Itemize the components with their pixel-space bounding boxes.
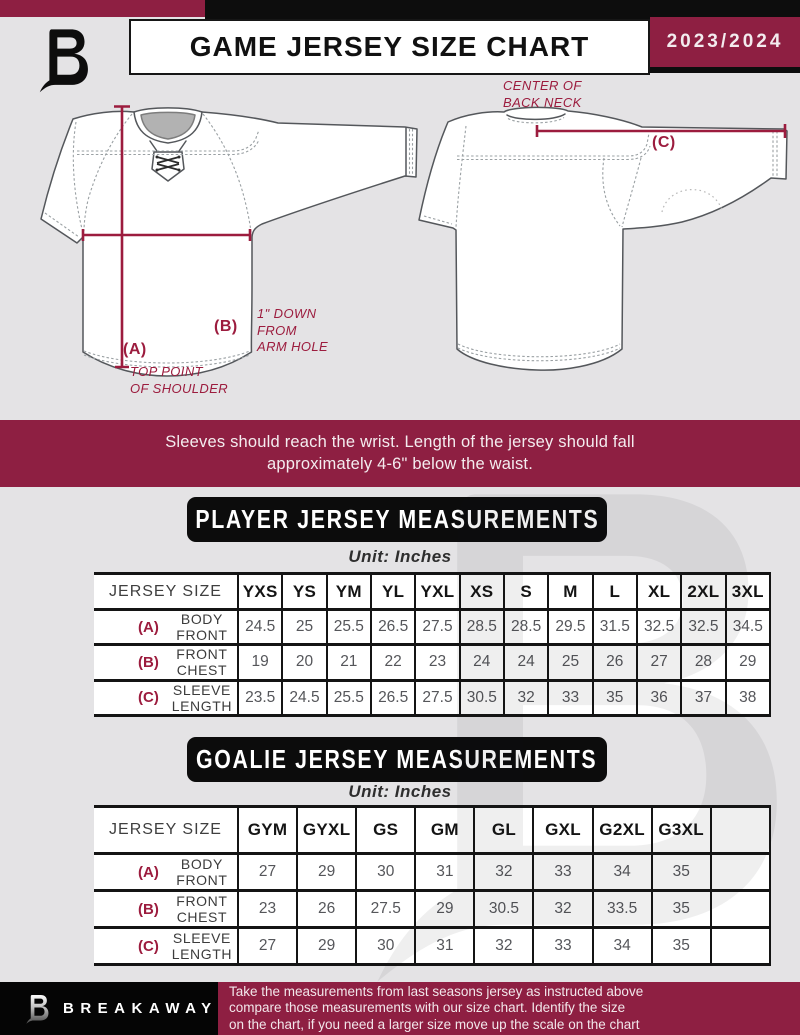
footer-line-1: Take the measurements from last seasons jersey as instructed above [229, 983, 644, 999]
size-table [94, 805, 771, 966]
cell-value: 31 [415, 928, 474, 965]
player-section-title: PLAYER JERSEY MEASUREMENTS [195, 504, 600, 534]
row-label [94, 854, 238, 891]
cell-value: 34 [593, 854, 652, 891]
column-header: YS [282, 574, 326, 610]
cell-value: 27.5 [415, 680, 459, 715]
table-row [94, 680, 770, 715]
cell-value: 34 [593, 928, 652, 965]
cell-value: 32.5 [681, 610, 725, 645]
cell-value [711, 891, 770, 928]
notice-line-2: approximately 4-6" below the waist. [267, 455, 533, 473]
jersey-size-header: JERSEY SIZE [94, 807, 238, 854]
cell-value: 23 [238, 891, 297, 928]
back-jersey-outline [419, 107, 787, 370]
cell-value: 35 [652, 891, 711, 928]
page-title: GAME JERSEY SIZE CHART [189, 31, 590, 62]
cell-value: 29 [297, 928, 356, 965]
cell-value: 21 [327, 645, 371, 680]
goalie-section-banner [187, 737, 607, 782]
cell-value: 25.5 [327, 610, 371, 645]
cell-value: 26.5 [371, 610, 415, 645]
cell-value: 32 [474, 854, 533, 891]
header-maroon-bar [0, 0, 205, 17]
cell-value: 30 [356, 928, 415, 965]
cell-value: 20 [282, 645, 326, 680]
row-key: (A) [138, 863, 159, 881]
table-row [94, 891, 770, 928]
table-row [94, 645, 770, 680]
cell-value: 35 [652, 928, 711, 965]
cell-value: 31.5 [593, 610, 637, 645]
goalie-section-title: GOALIE JERSEY MEASUREMENTS [196, 744, 598, 774]
row-name: FRONT CHEST [176, 893, 228, 925]
row-label [94, 680, 238, 715]
goalie-unit-label: Unit: Inches [348, 782, 452, 801]
cell-value: 23 [415, 645, 459, 680]
cell-value: 26.5 [371, 680, 415, 715]
player-unit-label: Unit: Inches [348, 547, 452, 566]
cell-value: 26 [593, 645, 637, 680]
cell-value: 24.5 [282, 680, 326, 715]
row-label [94, 891, 238, 928]
player-size-table-wrap [94, 572, 771, 717]
cell-value [711, 854, 770, 891]
row-key: (B) [138, 900, 159, 918]
cell-value: 23.5 [238, 680, 282, 715]
cell-value: 37 [681, 680, 725, 715]
cell-value: 27 [637, 645, 681, 680]
column-header: YXL [415, 574, 459, 610]
jersey-diagrams [0, 80, 800, 420]
row-key: (C) [138, 937, 159, 955]
cell-value: 24 [460, 645, 504, 680]
cell-value: 27.5 [415, 610, 459, 645]
cell-value: 27 [238, 928, 297, 965]
row-name: FRONT CHEST [176, 646, 228, 679]
column-header: G2XL [593, 807, 652, 854]
footer-line-3: on the chart, if you need a larger size move up the scale on the chart [229, 1016, 640, 1032]
cell-value: 33 [548, 680, 592, 715]
column-header: YM [327, 574, 371, 610]
cell-value: 33 [533, 928, 592, 965]
column-header: 3XL [726, 574, 770, 610]
cell-value: 19 [238, 645, 282, 680]
cell-value: 35 [593, 680, 637, 715]
season-badge [650, 17, 800, 67]
cell-value: 27.5 [356, 891, 415, 928]
cell-value: 25 [548, 645, 592, 680]
column-header: G3XL [652, 807, 711, 854]
fit-notice-banner [0, 420, 800, 487]
footer-brand-block [0, 982, 218, 1035]
column-header [711, 807, 770, 854]
cell-value: 32 [504, 680, 548, 715]
cell-value: 24.5 [238, 610, 282, 645]
column-header: 2XL [681, 574, 725, 610]
column-header: XS [460, 574, 504, 610]
cell-value: 38 [726, 680, 770, 715]
column-header: M [548, 574, 592, 610]
cell-value: 35 [652, 854, 711, 891]
cell-value: 34.5 [726, 610, 770, 645]
table-row [94, 854, 770, 891]
column-header: GL [474, 807, 533, 854]
label-a-desc: TOP POINT OF SHOULDER [130, 364, 229, 396]
column-header: YL [371, 574, 415, 610]
notice-line-1: Sleeves should reach the wrist. Length of the jersey should fall [165, 433, 635, 451]
cell-value: 30 [356, 854, 415, 891]
table-row [94, 610, 770, 645]
cell-value: 32 [474, 928, 533, 965]
cell-value: 25.5 [327, 680, 371, 715]
cell-value: 26 [297, 891, 356, 928]
label-b: (B) [214, 318, 238, 335]
breakaway-footer-logo-icon [24, 993, 50, 1025]
footer-instructions [218, 982, 800, 1035]
row-name: SLEEVE LENGTH [171, 930, 233, 962]
row-name: BODY FRONT [176, 611, 228, 644]
label-a: (A) [123, 341, 147, 358]
row-key: (B) [138, 653, 159, 671]
cell-value [711, 928, 770, 965]
footer-line-2: compare those measurements with our size chart. Identify the size [229, 1000, 626, 1016]
cell-value: 30.5 [460, 680, 504, 715]
cell-value: 27 [238, 854, 297, 891]
cell-value: 25 [282, 610, 326, 645]
size-table [94, 572, 771, 717]
page-title-box [129, 19, 650, 75]
row-key: (C) [138, 689, 159, 707]
cell-value: 36 [637, 680, 681, 715]
row-label [94, 928, 238, 965]
cell-value: 29 [297, 854, 356, 891]
column-header: GXL [533, 807, 592, 854]
cell-value: 31 [415, 854, 474, 891]
season-label: 2023/2024 [666, 31, 784, 52]
cell-value: 24 [504, 645, 548, 680]
row-label [94, 645, 238, 680]
column-header: GM [415, 807, 474, 854]
column-header: XL [637, 574, 681, 610]
column-header: GYM [238, 807, 297, 854]
cell-value: 33 [533, 854, 592, 891]
jersey-size-header: JERSEY SIZE [94, 574, 238, 610]
cell-value: 32 [533, 891, 592, 928]
cell-value: 28 [681, 645, 725, 680]
column-header: GS [356, 807, 415, 854]
label-c-desc: CENTER OF BACK NECK [503, 78, 582, 110]
column-header: L [593, 574, 637, 610]
cell-value: 29 [726, 645, 770, 680]
cell-value: 32.5 [637, 610, 681, 645]
cell-value: 29.5 [548, 610, 592, 645]
row-name: BODY FRONT [176, 856, 228, 888]
cell-value: 29 [415, 891, 474, 928]
row-label [94, 610, 238, 645]
cell-value: 33.5 [593, 891, 652, 928]
cell-value: 30.5 [474, 891, 533, 928]
column-header: S [504, 574, 548, 610]
player-section-banner [187, 497, 607, 542]
row-name: SLEEVE LENGTH [171, 681, 233, 714]
cell-value: 28.5 [460, 610, 504, 645]
brand-name: BREAKAWAY [63, 1000, 218, 1017]
table-row [94, 928, 770, 965]
label-c: (C) [652, 134, 676, 151]
column-header: YXS [238, 574, 282, 610]
label-b-desc: 1" DOWN FROM ARM HOLE [257, 306, 329, 354]
row-key: (A) [138, 618, 159, 636]
column-header: GYXL [297, 807, 356, 854]
goalie-size-table-wrap [94, 805, 771, 966]
cell-value: 22 [371, 645, 415, 680]
cell-value: 28.5 [504, 610, 548, 645]
